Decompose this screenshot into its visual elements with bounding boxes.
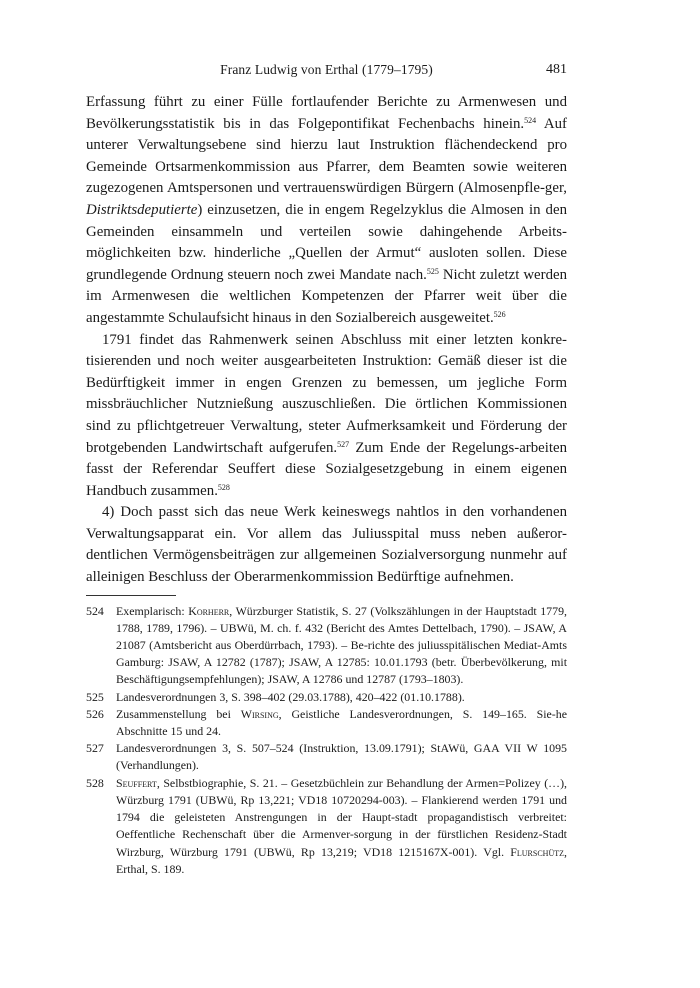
footnote — [86, 740, 567, 774]
book-page — [86, 60, 567, 878]
footnote-number: 524 — [86, 603, 104, 618]
footnote — [86, 775, 567, 878]
author-name: Wirsing — [240, 706, 279, 721]
footnote-ref: 527 — [337, 439, 350, 449]
footnote — [86, 689, 567, 706]
text-segment: , Erthal, S. 189. — [116, 844, 567, 876]
author-name: Flurschütz — [510, 844, 565, 859]
text-segment: , Selbstbiographie, S. 21. – Gesetzbüchlein zur Behandlung der Armen=Polizey (…), Würzburg 1791 (UBWü, Rp 13,221; VD18 10720294-003). – Flankierend werden 1791 und 1794 die geleisteten Anstrengungen in der Haupt-stadt propagandistisch verbreitet: Oeffentliche Rechenschaft über die Armenver-sorgung in der fürstlichen Residenz-Stadt Wirzburg, Würzburg 1791 (UBWü, Rp 13,219; VD18 1215167X-001). Vgl. — [116, 775, 567, 859]
text-segment: Zusammenstellung bei — [116, 706, 241, 721]
text-segment: , Würzburger Statistik, S. 27 (Volkszählungen in der Hauptstadt 1779, 1788, 1789, 1796). – UBWü, M. ch. f. 432 (Bericht des Amtes Dettelbach, 1790). – JSAW, A 21087 (Amtsbericht aus Oberdürrbach, 1793). – Be-richte des juliusspitälischen Mediat-Amts Gamburg: JSAW, A 12782 (1787); JSAW, A 12785: 10.01.1793 (betr. Überbevölkerung, mit Beschäftigungsempfehlungen); JSAW, A 12786 und 12787 (1793–1803). — [116, 603, 567, 687]
footnote-text: Landesverordnungen 3, S. 398–402 (29.03.1788), 420–422 (01.10.1788). — [116, 689, 465, 704]
footnote — [86, 706, 567, 740]
author-name: Korherr — [188, 603, 230, 618]
running-title: Franz Ludwig von Erthal (1779–1795) — [220, 62, 433, 77]
paragraph-1 — [86, 92, 567, 330]
footnote-text — [116, 775, 567, 878]
text-segment: Auf unterer Verwaltungsebene sind hierzu laut Instruktion flächendeckend pro Gemeinde Ortsarmenkommission aus Pfarrer, dem Beamten sowie weiteren zugezogenen Amtspersonen und vertrauenswürdigen Bürgern (Almosenpfle-ger, — [86, 115, 567, 197]
footnote-separator — [86, 595, 176, 596]
text-segment: Exemplarisch: — [116, 603, 189, 618]
footnote-text — [116, 603, 567, 689]
footnote-number: 527 — [86, 741, 104, 756]
emphasis: Distriktsdeputierte — [86, 201, 198, 218]
text-segment: , Geistliche Landesverordnungen, S. 149–165. Sie-he Abschnitte 15 und 24. — [116, 706, 567, 739]
text-segment: Zum Ende der Regelungs-arbeiten fasst der Referendar Seuffert diese Sozialgesetzgebung in einem eigenen Handbuch zusammen. — [86, 439, 567, 499]
page-number: 481 — [546, 62, 567, 77]
text-segment: Erfassung führt zu einer Fülle fortlaufender Berichte zu Armenwesen und Bevölkerungsstatistik bis in das Folgepontifikat Fechenbachs hinein. — [86, 94, 567, 132]
footnote — [86, 603, 567, 689]
footnote-text — [116, 706, 567, 740]
text-segment: 1791 findet das Rahmenwerk seinen Abschluss mit einer letzten konkre-tisierenden und noch weiter ausgearbeiteten Instruktion: Gemäß dieser ist die Bedürftigkeit immer in engen Grenzen zu bemessen, um jegliche Form missbräuchlicher Nutznießung auszuschließen. Die örtlichen Kommissionen sind zu pflichtgetreuer Verwaltung, steter Aufmerksamkeit und Förderung der brotgebenden Landwirtschaft aufgerufen. — [86, 331, 567, 456]
text-segment: Nicht zuletzt werden im Armenwesen die weltlichen Kompetenzen der Pfarrer weit über die angestammte Schulaufsicht hinaus in den Sozialbereich ausgeweitet. — [86, 266, 567, 326]
running-header — [86, 60, 567, 82]
footnote-text: Landesverordnungen 3, S. 507–524 (Instruktion, 13.09.1791); StAWü, GAA VII W 1095 (Verhandlungen). — [116, 741, 567, 773]
footnote-ref: 528 — [217, 482, 230, 492]
footnote-ref: 526 — [493, 309, 506, 319]
footnote-ref: 525 — [426, 266, 439, 276]
paragraph-2 — [86, 330, 567, 503]
text-segment: ) einzusetzen, die in engem Regelzyklus die Almosen in den Gemeinden einsammeln und verteilen sowie dahingehende Arbeits-möglichkeiten bzw. hinderliche „Quellen der Armut“ ausloten sollen. Diese grundlegende Ordnung steuern noch zwei Mandate nach. — [86, 201, 567, 283]
footnote-number: 525 — [86, 689, 104, 704]
footnote-number: 528 — [86, 775, 104, 790]
paragraph-3: 4) Doch passt sich das neue Werk keineswegs nahtlos in den vorhandenen Verwaltungsapparat ein. Vor allem das Juliusspital muss neben außeror-dentlichen Vermögensbeiträgen zur allgemeinen Sozialversorgung nunmehr auf alleinigen Beschluss der Oberarmenkommission Bedürftige aufnehmen. — [86, 504, 567, 586]
footnote-number: 526 — [86, 706, 104, 721]
author-name: Seuffert — [116, 775, 157, 790]
footnote-ref: 524 — [524, 115, 537, 125]
main-text — [86, 92, 567, 589]
footnotes — [86, 603, 567, 878]
